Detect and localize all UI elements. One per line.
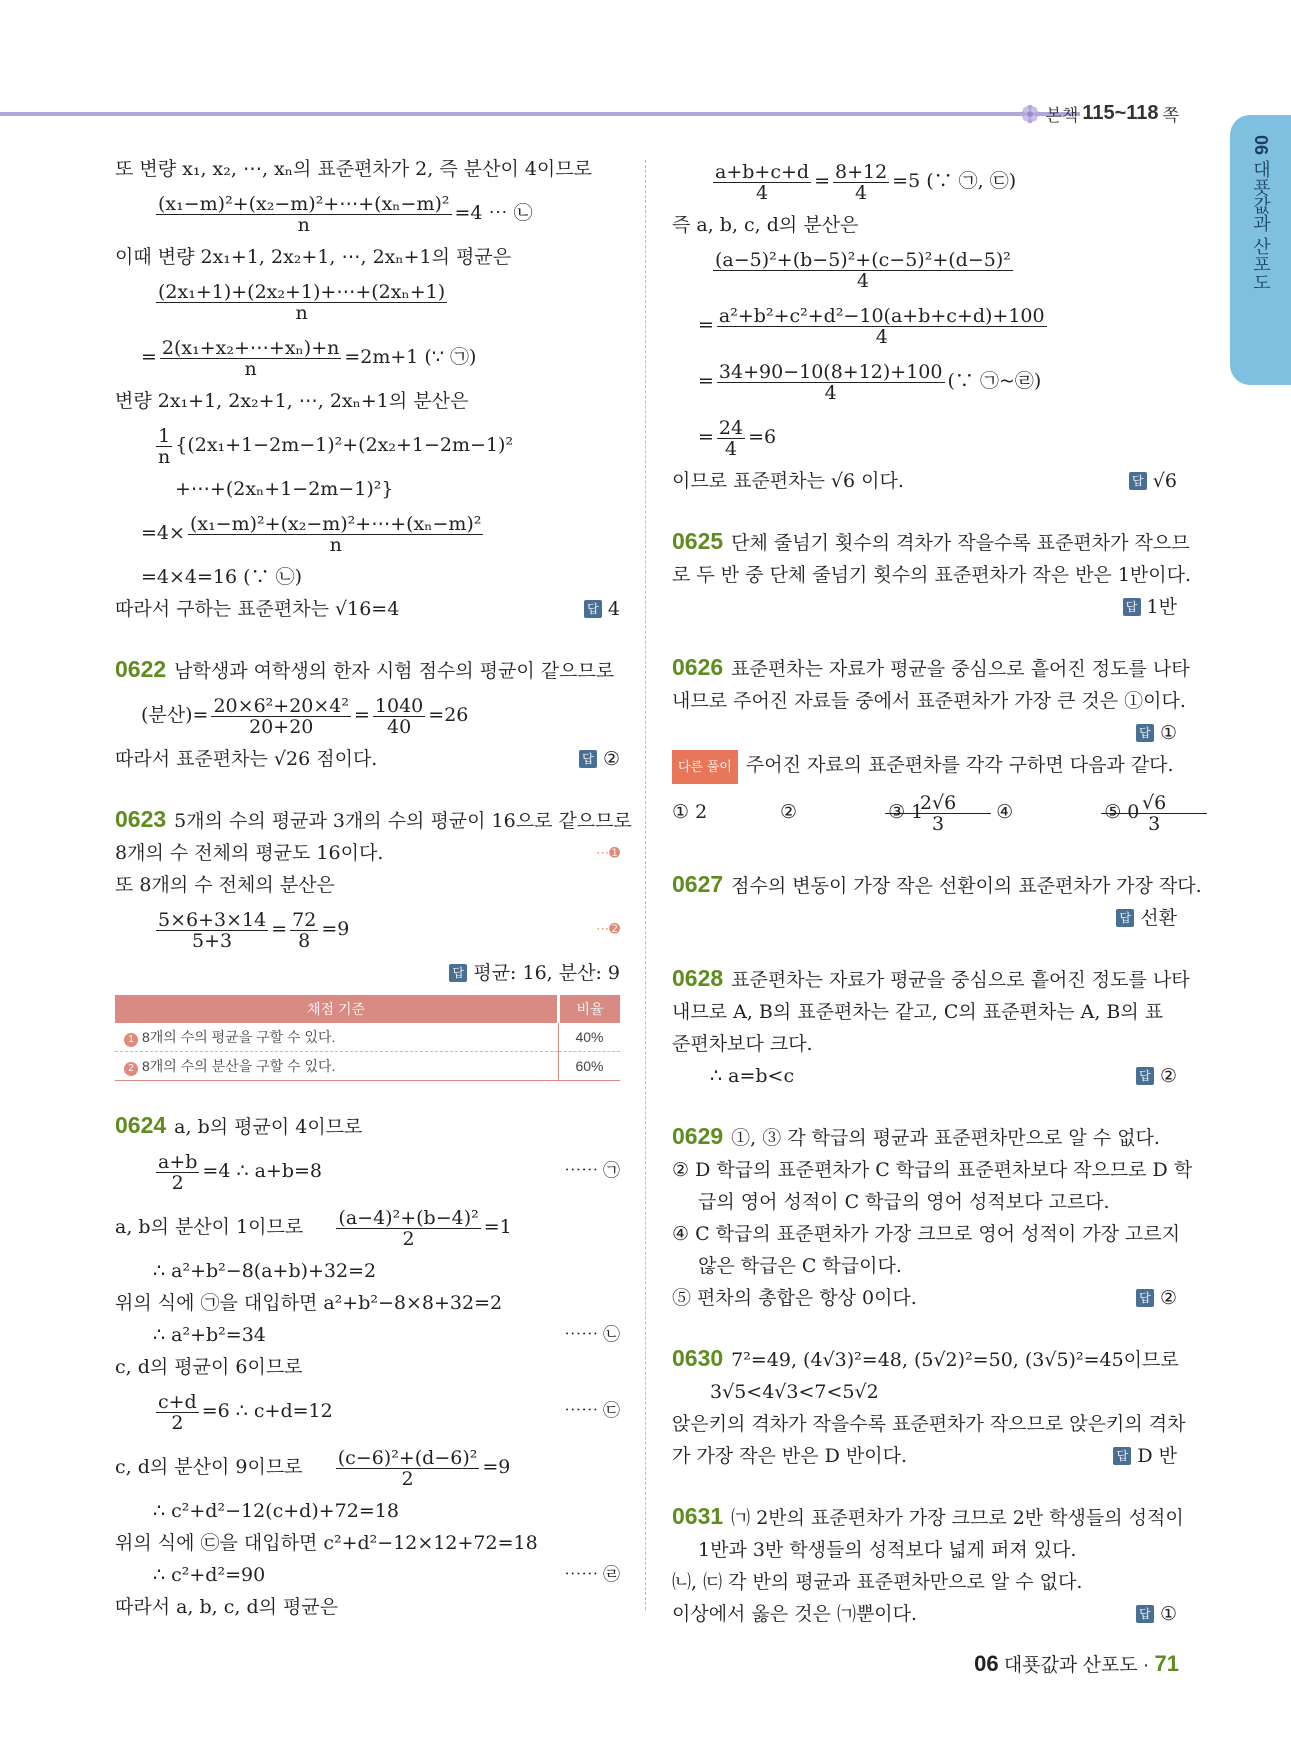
text-line: 1반과 3반 학생들의 성적보다 넓게 퍼져 있다. (698, 1539, 1077, 1561)
equation-line: ∴ a²+b²−8(a+b)+32=2 (153, 1260, 377, 1282)
problem-number: 0622 (115, 656, 167, 682)
equation-line (672, 241, 1177, 297)
equation-line: 3√5<4√3<7<5√2 (710, 1381, 879, 1403)
answer-line: ∴ a=b<c 답 ② (672, 1060, 1177, 1092)
answer-line: 따라서 구하는 표준편차는 √16=4 답 4 (115, 593, 620, 625)
fraction: $\frac{a+b+c+d}{4}$ (715, 160, 810, 204)
problem-number: 0629 (672, 1123, 724, 1149)
text-line: 위의 식에 ㉢을 대입하면 c²+d²−12×12+72=18 (115, 1532, 538, 1554)
problem-number: 0631 (672, 1503, 724, 1529)
equation-line: =4×4=16 (∵ ㉡) (141, 566, 303, 588)
page-footer (974, 1650, 1179, 1677)
problem-number: 0626 (672, 654, 724, 680)
footer-separator: · (1142, 1655, 1150, 1676)
fraction: $\frac{\text{(a−5)²+(b−5)²+(c−5)²+(d−5)²}}{4}$ (715, 248, 1011, 292)
alt-solution-badge: 다른 풀이 (672, 750, 738, 784)
answer-icon: 답 (1129, 472, 1147, 490)
answer-line: 이므로 표준편차는 √6 이다. 답 √6 (672, 465, 1177, 497)
choice-item: ④ $\frac{√6}{3}$ (996, 784, 1098, 840)
text-line: ② D 학급의 표준편차가 C 학급의 표준편차보다 작으므로 D 학 (672, 1159, 1193, 1181)
choice-list (672, 784, 1177, 840)
problem-0629: 0629 ①, ③ 각 학급의 평균과 표준편차만으로 알 수 없다. (672, 1123, 1160, 1149)
fraction: $\frac{c+d}{2}$ (158, 1390, 197, 1434)
equation-line: $\frac{5\times 6+3\times 14}{5+3}$ = $\frac{72}{8}$ =9 ⋯➋ (115, 901, 620, 957)
answer: 답 ② (1136, 1282, 1177, 1314)
column-divider (645, 160, 646, 1610)
answer-line: 가 가장 작은 반은 D 반이다. 답 D 반 (672, 1440, 1177, 1472)
equation-line (115, 273, 620, 329)
text-line: ④ C 학급의 표준편차가 가장 크므로 영어 성적이 가장 고르지 (672, 1223, 1181, 1245)
equation-line: = $\frac{34+90-10(8+12)+100}{4}$ (∵ ㉠~㉣) (698, 360, 1042, 404)
choice-item: ① 2 (672, 801, 708, 823)
flower-icon (1019, 103, 1041, 125)
step-marker-icon: 2 (124, 1062, 138, 1076)
page-ref-range: 115~118 (1082, 102, 1159, 124)
problem-0626: 0626 표준편차는 자료가 평균을 중심으로 흩어진 정도를 나타 (672, 654, 1190, 680)
answer: 답 평균: 16, 분산: 9 (449, 957, 620, 989)
chapter-side-tab (1230, 115, 1291, 385)
fraction: $\frac{\text{(a−4)²+(b−4)²}}{2}$ (338, 1206, 479, 1250)
fraction: $\frac{\text{(2x₁+1)+(2x₂+1)+⋯+(2xₙ+1)}}{n}$ (158, 280, 446, 324)
grading-rubric-table (115, 995, 620, 1081)
equation-line: $\frac{1}{n}$ {(2x₁+1−2m−1)²+(2x₂+1−2m−1)² (158, 424, 514, 468)
step-marker: ⋯➊ (596, 845, 620, 860)
problem-number: 0630 (672, 1345, 724, 1371)
fraction: $\frac{5\times 6+3\times 14}{5+3}$ (158, 908, 267, 952)
table-row: 1 8개의 수의 평균을 구할 수 있다. 40% (115, 1023, 620, 1052)
equation-line: = $\frac{24}{4}$ =6 (698, 416, 777, 460)
answer-icon: 답 (1136, 724, 1154, 742)
fraction: $\frac{\text{20×6²+20×4²}}{20+20}$ (213, 694, 349, 738)
answer: 답 ② (1136, 1060, 1177, 1092)
header-rule (0, 112, 1080, 116)
text-line: 준편차보다 크다. (672, 1033, 813, 1055)
answer-line (115, 957, 620, 989)
answer-line: ⑤ 편차의 총합은 항상 0이다. 답 ② (672, 1282, 1177, 1314)
equation-line: $\frac{\text{(x₁−m)²+(x₂−m)²+⋯+(xₙ−m)²}}{n}$ =4 ⋯ ㉡ (158, 192, 533, 236)
problem-0623: 0623 5개의 수의 평균과 3개의 수의 평균이 16으로 같으므로 (115, 806, 632, 832)
choice-item: ② $\frac{2√6}{3}$ (780, 784, 882, 840)
text-line: 즉 a, b, c, d의 분산은 (672, 214, 859, 236)
equation-line: +⋯+(2xₙ+1−2m−1)²} (175, 478, 394, 500)
equation-line: $\frac{c+d}{2}$ =6 ∴ c+d=12 ⋯⋯ ㉢ (115, 1383, 620, 1439)
fraction: $\frac{\text{(x₁−m)²+(x₂−m)²+⋯+(xₙ−m)²}}{n}$ (189, 512, 482, 556)
answer: 답 ① (1136, 1598, 1177, 1630)
text-line: 않은 학급은 C 학급이다. (698, 1255, 902, 1277)
equation-line: a, b의 분산이 1이므로 $\frac{\text{(a−4)²+(b−4)²}}{2}$ =1 (115, 1206, 512, 1250)
equation-line: $\frac{a+b+c+d}{4}$ = $\frac{8+12}{4}$ =5 (∵ ㉠, ㉢) (715, 160, 1017, 204)
problem-0628: 0628 표준편차는 자료가 평균을 중심으로 흩어진 정도를 나타 (672, 965, 1190, 991)
equation-label: ⋯⋯ ㉠ (564, 1161, 620, 1180)
table-row: 2 8개의 수의 분산을 구할 수 있다. 60% (115, 1052, 620, 1081)
answer-line (672, 717, 1177, 749)
equation-label: ⋯⋯ ㉣ (564, 1565, 620, 1584)
problem-0622: 0622 남학생과 여학생의 한자 시험 점수의 평균이 같으므로 (115, 656, 615, 682)
rubric-header-ratio: 비율 (559, 995, 621, 1023)
problem-0624: 0624 a, b의 평균이 4이므로 (115, 1112, 363, 1138)
page-number: 71 (1154, 1651, 1179, 1676)
equation-line: c, d의 분산이 9이므로 $\frac{\text{(c−6)²+(d−6)²}}{2}$ =9 (115, 1446, 511, 1490)
answer-icon: 답 (584, 600, 602, 618)
fraction: $\frac{1}{n}$ (158, 424, 171, 468)
problem-number: 0624 (115, 1112, 167, 1138)
rubric-header (115, 995, 620, 1023)
text-line: 8개의 수 전체의 평균도 16이다. ⋯➊ (115, 837, 620, 869)
fraction: $\frac{8+12}{4}$ (834, 160, 888, 204)
footer-chapter-number: 06 (974, 1651, 999, 1676)
left-column (115, 153, 632, 1623)
equation-line: (분산)= $\frac{\text{20×6²+20×4²}}{20+20}$ = $\frac{1040}{40}$ =26 (141, 694, 469, 738)
fraction: $\frac{\text{2(x₁+x₂+⋯+xₙ)+n}}{n}$ (161, 336, 340, 380)
answer-icon: 답 (1136, 1605, 1154, 1623)
answer-line: 이상에서 옳은 것은 ㈀뿐이다. 답 ① (672, 1598, 1177, 1630)
text-line: 앉은키의 격차가 작을수록 표준편차가 작으므로 앉은키의 격차 (672, 1413, 1186, 1435)
fraction: $\frac{\text{a²+b²+c²+d²−10(a+b+c+d)+100}}{4}$ (718, 304, 1045, 348)
fraction: $\frac{72}{8}$ (292, 908, 317, 952)
text-line: 이때 변량 2x₁+1, 2x₂+1, ⋯, 2xₙ+1의 평균은 (115, 246, 512, 268)
rubric-header-criteria: 채점 기준 (115, 995, 559, 1023)
text-line: ㈁, ㈂ 각 반의 평균과 표준편차만으로 알 수 없다. (672, 1571, 1083, 1593)
side-tab-title: 대푯값과 산포도 (1251, 160, 1271, 292)
answer-icon: 답 (579, 750, 597, 768)
answer-icon: 답 (449, 964, 467, 982)
equation-label: ⋯⋯ ㉢ (564, 1401, 620, 1420)
answer: 답 ② (579, 743, 620, 775)
problem-number: 0627 (672, 871, 724, 897)
text-line: 변량 2x₁+1, 2x₂+1, ⋯, 2xₙ+1의 분산은 (115, 390, 469, 412)
text-line: 로 두 반 중 단체 줄넘기 횟수의 표준편차가 작은 반은 1반이다. (672, 564, 1192, 586)
footer-chapter-title: 대푯값과 산포도 (1003, 1655, 1138, 1676)
text-line: 따라서 a, b, c, d의 평균은 (115, 1596, 339, 1618)
right-column (672, 153, 1202, 1630)
equation-line: ∴ c²+d²=90 ⋯⋯ ㉣ (115, 1559, 620, 1591)
text-line: 위의 식에 ㉠을 대입하면 a²+b²−8×8+32=2 (115, 1292, 503, 1314)
problem-0627: 0627 점수의 변동이 가장 작은 선환이의 표준편차가 가장 작다. (672, 871, 1202, 897)
text-line: 급의 영어 성적이 C 학급의 영어 성적보다 고르다. (698, 1191, 1110, 1213)
text-line: 내므로 주어진 자료들 중에서 표준편차가 가장 큰 것은 ①이다. (672, 690, 1186, 712)
equation-line: ∴ a²+b²=34 ⋯⋯ ㉡ (115, 1319, 620, 1351)
step-marker-icon: 1 (124, 1033, 138, 1047)
answer: 답 ① (1136, 717, 1177, 749)
answer: 답 D 반 (1113, 1440, 1177, 1472)
equation-line: $\frac{a+b}{2}$ =4 ∴ a+b=8 ⋯⋯ ㉠ (115, 1143, 620, 1199)
text-line: 내므로 A, B의 표준편차는 같고, C의 표준편차는 A, B의 표 (672, 1001, 1164, 1023)
answer-icon: 답 (1113, 1447, 1131, 1465)
problem-number: 0623 (115, 806, 167, 832)
side-tab-number: 06 (1251, 135, 1271, 156)
text-line: c, d의 평균이 6이므로 (115, 1356, 303, 1378)
choice-item: ③ 1 (888, 801, 924, 823)
fraction: $\frac{√6}{3}$ (1101, 793, 1203, 834)
answer: 답 1반 (1123, 591, 1177, 623)
answer: 답 선환 (1116, 902, 1177, 934)
fraction: $\frac{2√6}{3}$ (885, 793, 987, 834)
problem-number: 0625 (672, 528, 724, 554)
problem-0625: 0625 단체 줄넘기 횟수의 격차가 작을수록 표준편차가 작으므 (672, 528, 1190, 554)
text-line: 또 8개의 수 전체의 분산은 (115, 874, 335, 896)
answer: 답 √6 (1129, 465, 1177, 497)
fraction: $\frac{34+90-10(8+12)+100}{4}$ (718, 360, 943, 404)
problem-0630: 0630 7²=49, (4√3)²=48, (5√2)²=50, (3√5)²=45이므로 (672, 1345, 1179, 1371)
equation-line: = $\frac{\text{a²+b²+c²+d²−10(a+b+c+d)+100}}{4}$ (698, 304, 1045, 348)
equation-line: = $\frac{\text{2(x₁+x₂+⋯+xₙ)+n}}{n}$ =2m+1 (∵ ㉠) (141, 336, 477, 380)
answer: 답 4 (584, 593, 620, 625)
fraction: $\frac{\text{(c−6)²+(d−6)²}}{2}$ (337, 1446, 478, 1490)
equation-line: ∴ c²+d²−12(c+d)+72=18 (153, 1500, 399, 1522)
answer-line: 따라서 표준편차는 √26 점이다. 답 ② (115, 743, 620, 775)
problem-0631: 0631 ㈀ 2반의 표준편차가 가장 크므로 2반 학생들의 성적이 (672, 1503, 1184, 1529)
fraction: $\frac{24}{4}$ (718, 416, 744, 460)
answer-line (672, 591, 1177, 623)
answer-icon: 답 (1123, 598, 1141, 616)
fraction: $\frac{\text{(x₁−m)²+(x₂−m)²+⋯+(xₙ−m)²}}{n}$ (158, 192, 450, 236)
fraction: $\frac{a+b}{2}$ (158, 1150, 198, 1194)
equation-line: =4× $\frac{\text{(x₁−m)²+(x₂−m)²+⋯+(xₙ−m)²}}{n}$ (141, 512, 482, 556)
choice-item: ⑤ 0 (1104, 801, 1140, 823)
page-ref-suffix: 쪽 (1162, 106, 1179, 125)
answer-icon: 답 (1116, 909, 1134, 927)
page-reference (1019, 101, 1179, 126)
problem-number: 0628 (672, 965, 724, 991)
text-line: 또 변량 x₁, x₂, ⋯, xₙ의 표준편차가 2, 즉 분산이 4이므로 (115, 158, 592, 180)
answer-line (672, 902, 1177, 934)
answer-icon: 답 (1136, 1289, 1154, 1307)
answer-icon: 답 (1136, 1067, 1154, 1085)
equation-label: ⋯⋯ ㉡ (564, 1325, 620, 1344)
page-ref-prefix: 본책 (1045, 106, 1079, 125)
step-marker: ⋯➋ (596, 921, 620, 936)
fraction: $\frac{1040}{40}$ (374, 694, 424, 738)
alternative-solution: 다른 풀이 주어진 자료의 표준편차를 각각 구하면 다음과 같다. (672, 749, 1177, 784)
